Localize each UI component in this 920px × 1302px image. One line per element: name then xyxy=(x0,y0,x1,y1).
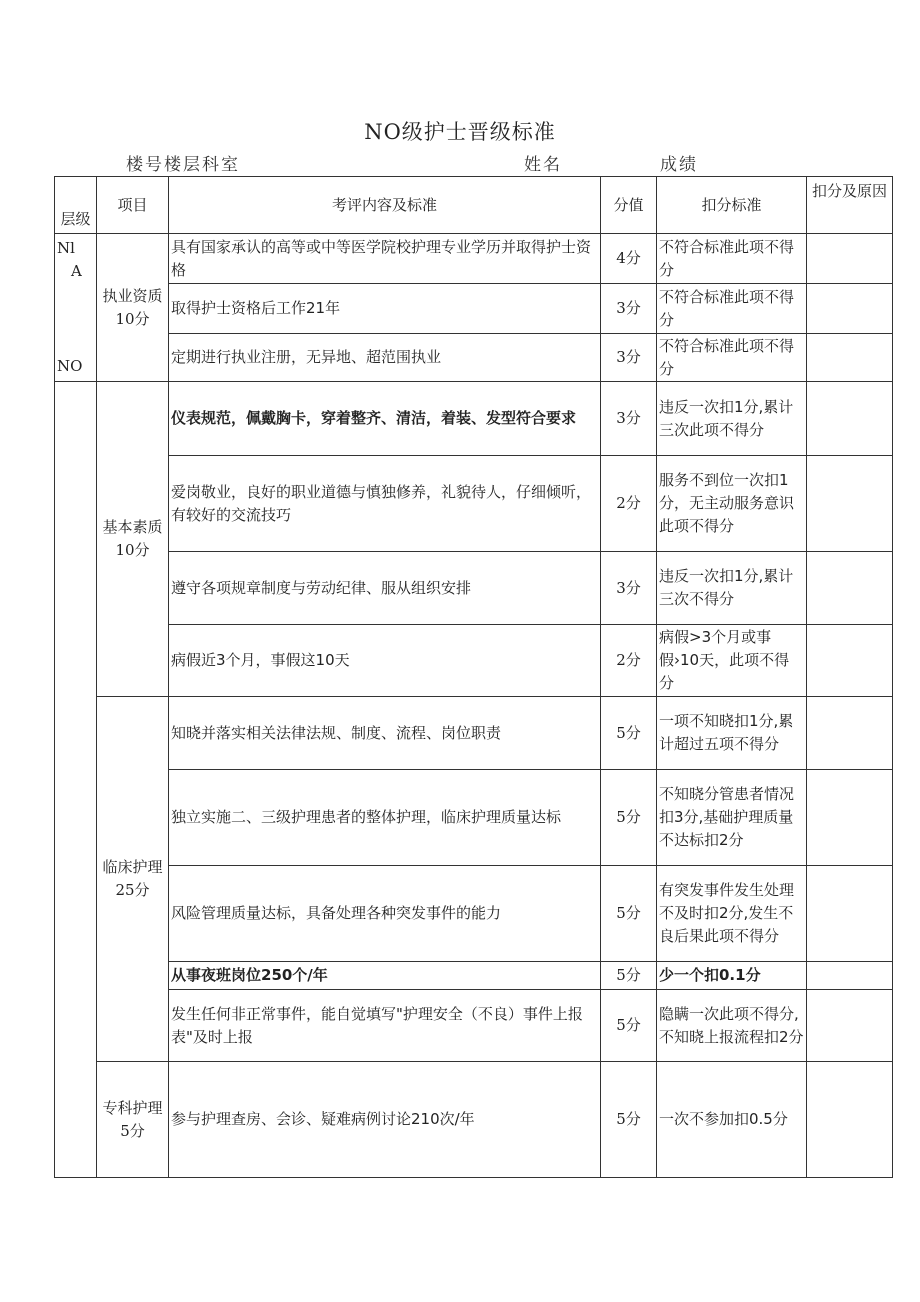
header-score: 分值 xyxy=(601,177,657,234)
table-row xyxy=(55,334,893,382)
content-cell: 具有国家承认的高等或中等医学院校护理专业学历并取得护士资格 xyxy=(169,234,601,284)
standard-cell: 违反一次扣1分,累计三次此项不得分 xyxy=(657,382,807,456)
header-row xyxy=(55,177,893,234)
table-row xyxy=(55,962,893,990)
reason-cell[interactable] xyxy=(807,990,893,1062)
standard-cell: 服务不到位一次扣1分，无主动服务意识此项不得分 xyxy=(657,456,807,552)
table-row xyxy=(55,770,893,866)
score-cell: 5分 xyxy=(601,962,657,990)
reason-cell[interactable] xyxy=(807,284,893,334)
dept-label: 楼号楼层科室 xyxy=(126,155,240,175)
reason-cell[interactable] xyxy=(807,866,893,962)
score-cell: 5分 xyxy=(601,866,657,962)
level-cell xyxy=(55,234,97,382)
header-project: 项目 xyxy=(97,177,169,234)
standard-cell: 不符合标准此项不得分 xyxy=(657,284,807,334)
reason-cell[interactable] xyxy=(807,625,893,697)
content-cell: 取得护士资格后工作21年 xyxy=(169,284,601,334)
score-cell: 5分 xyxy=(601,990,657,1062)
standard-cell: 隐瞒一次此项不得分,不知晓上报流程扣2分 xyxy=(657,990,807,1062)
reason-cell[interactable] xyxy=(807,456,893,552)
level-line-1: Nl xyxy=(57,239,75,257)
standard-cell: 少一个扣0.1分 xyxy=(657,962,807,990)
level-line-3: NO xyxy=(57,357,83,375)
content-cell: 遵守各项规章制度与劳动纪律、服从组织安排 xyxy=(169,552,601,625)
content-cell: 爱岗敬业，良好的职业道德与慎独修养，礼貌待人，仔细倾听，有较好的交流技巧 xyxy=(169,456,601,552)
score-cell: 3分 xyxy=(601,382,657,456)
table-row xyxy=(55,456,893,552)
table-row xyxy=(55,382,893,456)
content-cell: 发生任何非正常事件，能自觉填写"护理安全（不良）事件上报表"及时上报 xyxy=(169,990,601,1062)
table-row xyxy=(55,552,893,625)
content-cell: 从事夜班岗位250个/年 xyxy=(169,962,601,990)
standard-cell: 不符合标准此项不得分 xyxy=(657,334,807,382)
score-cell: 2分 xyxy=(601,456,657,552)
table-row xyxy=(55,697,893,770)
score-cell: 3分 xyxy=(601,284,657,334)
header-content: 考评内容及标准 xyxy=(169,177,601,234)
reason-cell[interactable] xyxy=(807,1062,893,1178)
group-clinical: 临床护理25分 xyxy=(97,697,169,1062)
content-cell: 风险管理质量达标，具备处理各种突发事件的能力 xyxy=(169,866,601,962)
content-cell: 知晓并落实相关法律法规、制度、流程、岗位职责 xyxy=(169,697,601,770)
reason-cell[interactable] xyxy=(807,697,893,770)
standards-table xyxy=(54,176,893,1178)
reason-cell[interactable] xyxy=(807,552,893,625)
score-label: 成绩 xyxy=(660,155,698,175)
standard-cell: 不知晓分管患者情况扣3分,基础护理质量不达标扣2分 xyxy=(657,770,807,866)
content-cell: 病假近3个月，事假这10天 xyxy=(169,625,601,697)
table-row xyxy=(55,866,893,962)
score-cell: 5分 xyxy=(601,770,657,866)
reason-cell[interactable] xyxy=(807,382,893,456)
standard-cell: 一次不参加扣0.5分 xyxy=(657,1062,807,1178)
group-basic: 基本素质10分 xyxy=(97,382,169,697)
table-row xyxy=(55,990,893,1062)
standard-cell: 一项不知晓扣1分,累计超过五项不得分 xyxy=(657,697,807,770)
standard-cell: 违反一次扣1分,累计三次不得分 xyxy=(657,552,807,625)
score-cell: 4分 xyxy=(601,234,657,284)
reason-cell[interactable] xyxy=(807,962,893,990)
header-reason: 扣分及原因 xyxy=(807,177,893,234)
reason-cell[interactable] xyxy=(807,770,893,866)
group-practice: 执业资质10分 xyxy=(97,234,169,382)
page-title: NO级护士晋级标准 xyxy=(364,120,556,144)
level-line-2: A xyxy=(71,262,82,280)
score-cell: 3分 xyxy=(601,334,657,382)
score-cell: 5分 xyxy=(601,697,657,770)
content-cell: 仪表规范，佩戴胸卡，穿着整齐、清洁，着装、发型符合要求 xyxy=(169,382,601,456)
content-cell: 定期进行执业注册，无异地、超范围执业 xyxy=(169,334,601,382)
table-row xyxy=(55,625,893,697)
content-cell: 独立实施二、三级护理患者的整体护理，临床护理质量达标 xyxy=(169,770,601,866)
standard-cell: 不符合标准此项不得分 xyxy=(657,234,807,284)
name-label: 姓名 xyxy=(524,155,562,175)
score-cell: 5分 xyxy=(601,1062,657,1178)
content-cell: 参与护理查房、会诊、疑难病例讨论210次/年 xyxy=(169,1062,601,1178)
table-row xyxy=(55,284,893,334)
table-row xyxy=(55,1062,893,1178)
level-cell-empty xyxy=(55,382,97,1178)
score-cell: 2分 xyxy=(601,625,657,697)
reason-cell[interactable] xyxy=(807,334,893,382)
reason-cell[interactable] xyxy=(807,234,893,284)
header-level: 层级 xyxy=(55,177,97,234)
score-cell: 3分 xyxy=(601,552,657,625)
table-row xyxy=(55,234,893,284)
header-deduct: 扣分标准 xyxy=(657,177,807,234)
standard-cell: 有突发事件发生处理不及时扣2分,发生不良后果此项不得分 xyxy=(657,866,807,962)
group-specialty: 专科护理5分 xyxy=(97,1062,169,1178)
standard-cell: 病假>3个月或事假›10天，此项不得分 xyxy=(657,625,807,697)
